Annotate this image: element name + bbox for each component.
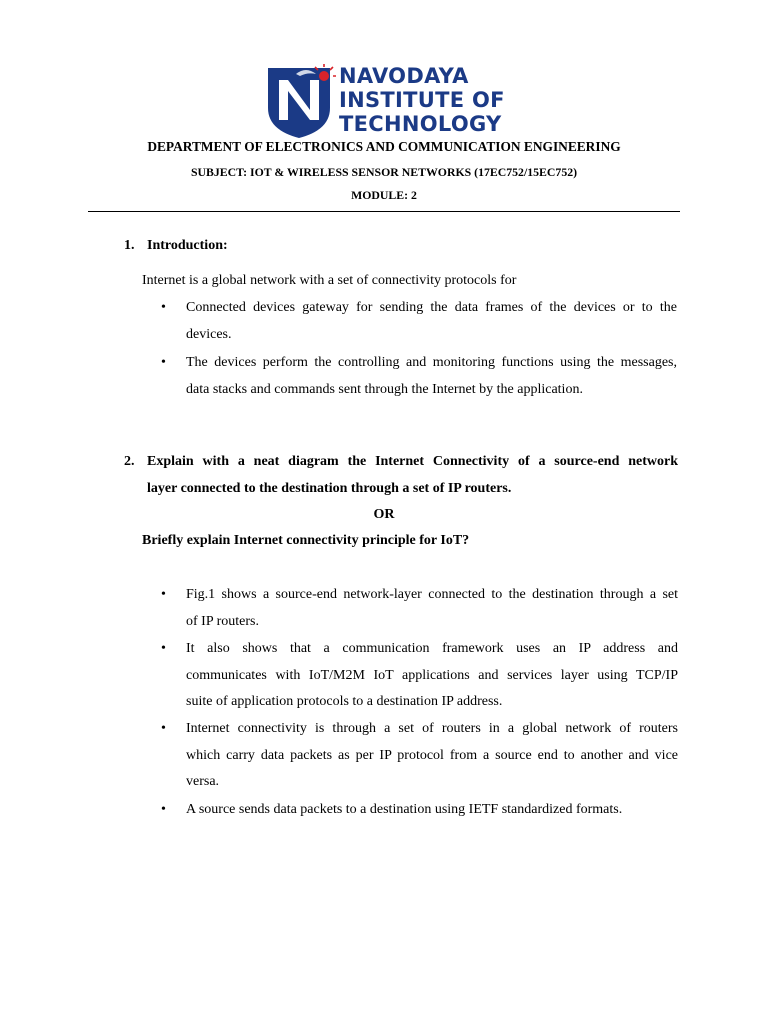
section2-bullet1-line1: Fig.1 shows a source-end network-layer connected to the destination through a set <box>186 587 678 602</box>
section2-heading-line2: layer connected to the destination through a set of IP routers. <box>147 481 512 496</box>
section2-bullet3-line3: versa. <box>186 774 220 789</box>
logo-sun-icon <box>319 71 329 81</box>
department-heading: DEPARTMENT OF ELECTRONICS AND COMMUNICATION ENGINEERING <box>147 139 621 154</box>
section2-bullet3-line1: Internet connectivity is through a set of routers in a global network of routers <box>186 721 678 736</box>
section2-bullet4-line1: A source sends data packets to a destination using IETF standardized formats. <box>186 802 623 817</box>
bullet-dot: • <box>161 300 166 315</box>
bullet-dot: • <box>161 802 166 817</box>
section1-bullet2-line2: data stacks and commands sent through the Internet by the application. <box>186 382 583 397</box>
header-divider <box>88 211 680 212</box>
section2-bullet2-line3: suite of application protocols to a destination IP address. <box>186 694 503 709</box>
logo-line-2: INSTITUTE OF <box>339 88 505 112</box>
module-heading: MODULE: 2 <box>351 188 417 202</box>
logo-wordmark <box>339 64 505 136</box>
section2-bullet2-line1: It also shows that a communication framework uses an IP address and <box>186 641 678 656</box>
section2-bullet2-line2: communicates with IoT/M2M IoT applications and services layer using TCP/IP <box>186 668 678 683</box>
section1-bullet1-line1: Connected devices gateway for sending the data frames of the devices or to the <box>186 300 677 315</box>
section1-heading: Introduction: <box>147 238 228 253</box>
section2-alt-heading: Briefly explain Internet connectivity principle for IoT? <box>142 533 470 548</box>
logo-line-3: TECHNOLOGY <box>339 112 502 136</box>
bullet-dot: • <box>161 641 166 656</box>
section1-number: 1. <box>124 238 135 253</box>
section1-bullet2-line1: The devices perform the controlling and monitoring functions using the messages, <box>186 355 677 370</box>
subject-heading: SUBJECT: IOT & WIRELESS SENSOR NETWORKS (17EC752/15EC752) <box>190 165 578 179</box>
section2-heading-line1: Explain with a neat diagram the Internet Connectivity of a source-end network <box>147 454 678 469</box>
section2-bullet3-line2: which carry data packets as per IP protocol from a source end to another and vice <box>186 748 678 763</box>
section1-bullet1-line2: devices. <box>186 327 232 342</box>
bullet-dot: • <box>161 721 166 736</box>
bullet-dot: • <box>161 587 166 602</box>
section2-bullet1-line2: of IP routers. <box>186 614 259 629</box>
section1-intro: Internet is a global network with a set of connectivity protocols for <box>142 273 517 288</box>
or-separator: OR <box>373 507 395 522</box>
logo-line-1: NAVODAYA <box>339 64 469 88</box>
bullet-dot: • <box>161 355 166 370</box>
section2-number: 2. <box>124 454 135 469</box>
